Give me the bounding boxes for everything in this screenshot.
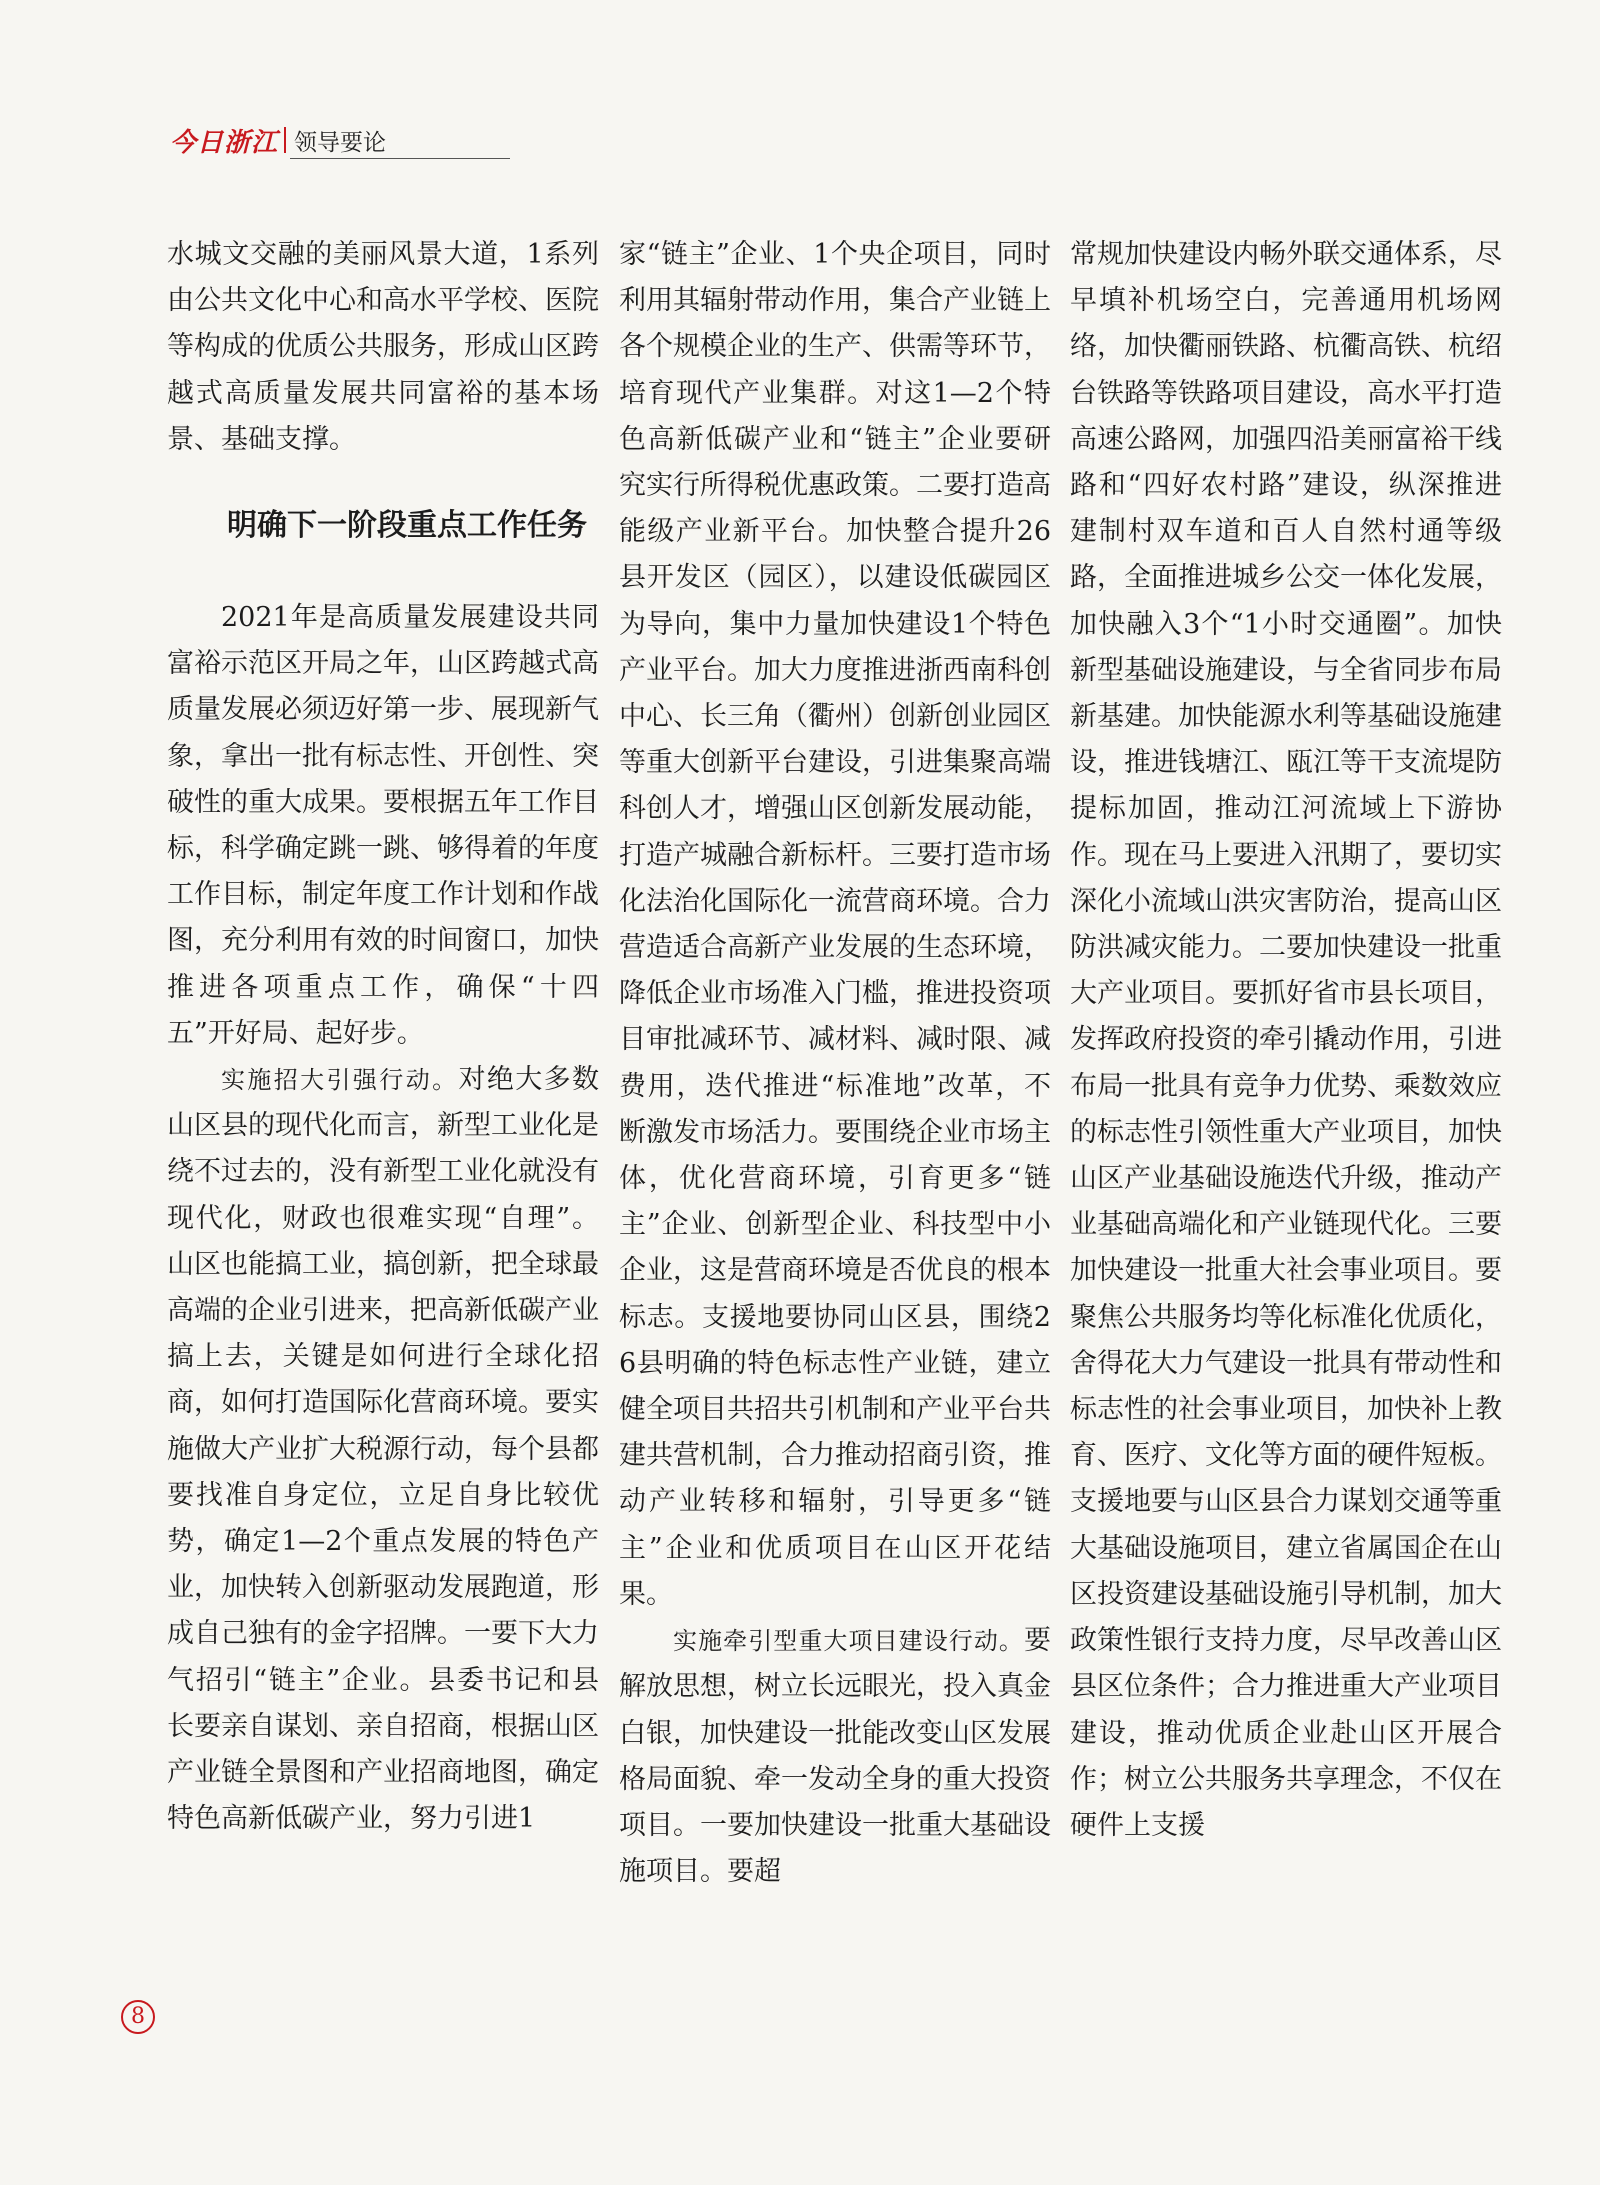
page-number: 8 (121, 2000, 155, 2034)
header-divider (284, 127, 286, 153)
header-rule (290, 158, 510, 159)
paragraph (167, 1057, 599, 1842)
paragraph-body: 对绝大多数山区县的现代化而言，新型工业化是绕不过去的，没有新型工业化就没有现代化，财政也很难实现“自理”。山区也能搞工业，搞创新，把全球最高端的企业引进来，把高新低碳产业搞上去，关键是如何进行全球化招商，如何打造国际化营商环境。要实施做大产业扩大税源行动，每个县都要找准自身定位，立足自身比较优势，确定1—2个重点发展的特色产业，加快转入创新驱动发展跑道，形成自己独有的金字招牌。一要下大力气招引“链主”企业。县委书记和县长要亲自谋划、亲自招商，根据山区产业链全景图和产业招商地图，确定特色高新低碳产业，努力引进1 (167, 1064, 599, 1835)
paragraph: 水城文交融的美丽风景大道，1系列由公共文化中心和高水平学校、医院等构成的优质公共服务，形成山区跨越式高质量发展共同富裕的基本场景、基础支撑。 (167, 239, 599, 455)
paragraph-body: 要解放思想，树立长远眼光，投入真金白银，加快建设一批能改变山区发展格局面貌、牵一发动全身的重大投资项目。一要加快建设一批重大基础设施项目。要超 (619, 1625, 1051, 1888)
magazine-logo: 今日浙江 (170, 127, 279, 158)
paragraph: 常规加快建设内畅外联交通体系，尽早填补机场空白，完善通用机场网络，加快衢丽铁路、杭衢高铁、杭绍台铁路等铁路项目建设，高水平打造高速公路网，加强四沿美丽富裕干线路和“四好农村路”建设，纵深推进建制村双车道和百人自然村通等级路，全面推进城乡公交一体化发展，加快融入3个“1小时交通圈”。加快新型基础设施建设，与全省同步布局新基建。加快能源水利等基础设施建设，推进钱塘江、瓯江等干支流堤防提标加固，推动江河流域上下游协作。现在马上要进入汛期了，要切实深化小流域山洪灾害防治，提高山区防洪减灾能力。二要加快建设一批重大产业项目。要抓好省市县长项目，发挥政府投资的牵引撬动作用，引进布局一批具有竞争力优势、乘数效应的标志性引领性重大产业项目，加快山区产业基础设施迭代升级，推动产业基础高端化和产业链现代化。三要加快建设一批重大社会事业项目。要聚焦公共服务均等化标准化优质化，舍得花大力气建设一批具有带动性和标志性的社会事业项目，加快补上教育、医疗、文化等方面的硬件短板。支援地要与山区县合力谋划交通等重大基础设施项目，建立省属国企在山区投资建设基础设施引导机制，加大政策性银行支持力度，尽早改善山区县区位条件；合力推进重大产业项目建设，推动优质企业赴山区开展合作；树立公共服务共享理念，不仅在硬件上支援 (1070, 239, 1502, 1841)
column-1 (167, 232, 599, 1992)
section-title: 领导要论 (294, 129, 387, 156)
section-heading: 明确下一阶段重点工作任务 (227, 508, 587, 544)
paragraph: 2021年是高质量发展建设共同富裕示范区开局之年，山区跨越式高质量发展必须迈好第一步、展现新气象，拿出一批有标志性、开创性、突破性的重大成果。要根据五年工作目标，科学确定跳一跳、够得着的年度工作目标，制定年度工作计划和作战图，充分利用有效的时间窗口，加快推进各项重点工作，确保“十四五”开好局、起好步。 (167, 602, 599, 1049)
column-2 (619, 232, 1051, 1992)
paragraph: 家“链主”企业、1个央企项目，同时利用其辐射带动作用，集合产业链上各个规模企业的生产、供需等环节，培育现代产业集群。对这1—2个特色高新低碳产业和“链主”企业要研究实行所得税优惠政策。二要打造高能级产业新平台。加快整合提升26县开发区（园区），以建设低碳园区为导向，集中力量加快建设1个特色产业平台。加大力度推进浙西南科创中心、长三角（衢州）创新创业园区等重大创新平台建设，引进集聚高端科创人才，增强山区创新发展动能，打造产城融合新标杆。三要打造市场化法治化国际化一流营商环境。合力营造适合高新产业发展的生态环境，降低企业市场准入门槛，推进投资项目审批减环节、减材料、减时限、减费用，迭代推进“标准地”改革，不断激发市场活力。要围绕企业市场主体，优化营商环境，引育更多“链主”企业、创新型企业、科技型中小企业，这是营商环境是否优良的根本标志。支援地要协同山区县，围绕26县明确的特色标志性产业链，建立健全项目共招共引机制和产业平台共建共营机制，合力推动招商引资，推动产业转移和辐射，引导更多“链主”企业和优质项目在山区开花结果。 (619, 239, 1051, 1610)
column-3 (1070, 232, 1502, 1992)
paragraph (619, 1618, 1051, 1895)
page-header (170, 122, 510, 158)
paragraph-lead: 实施牵引型重大项目建设行动。 (673, 1627, 1024, 1656)
paragraph-lead: 实施招大引强行动。 (221, 1066, 459, 1095)
